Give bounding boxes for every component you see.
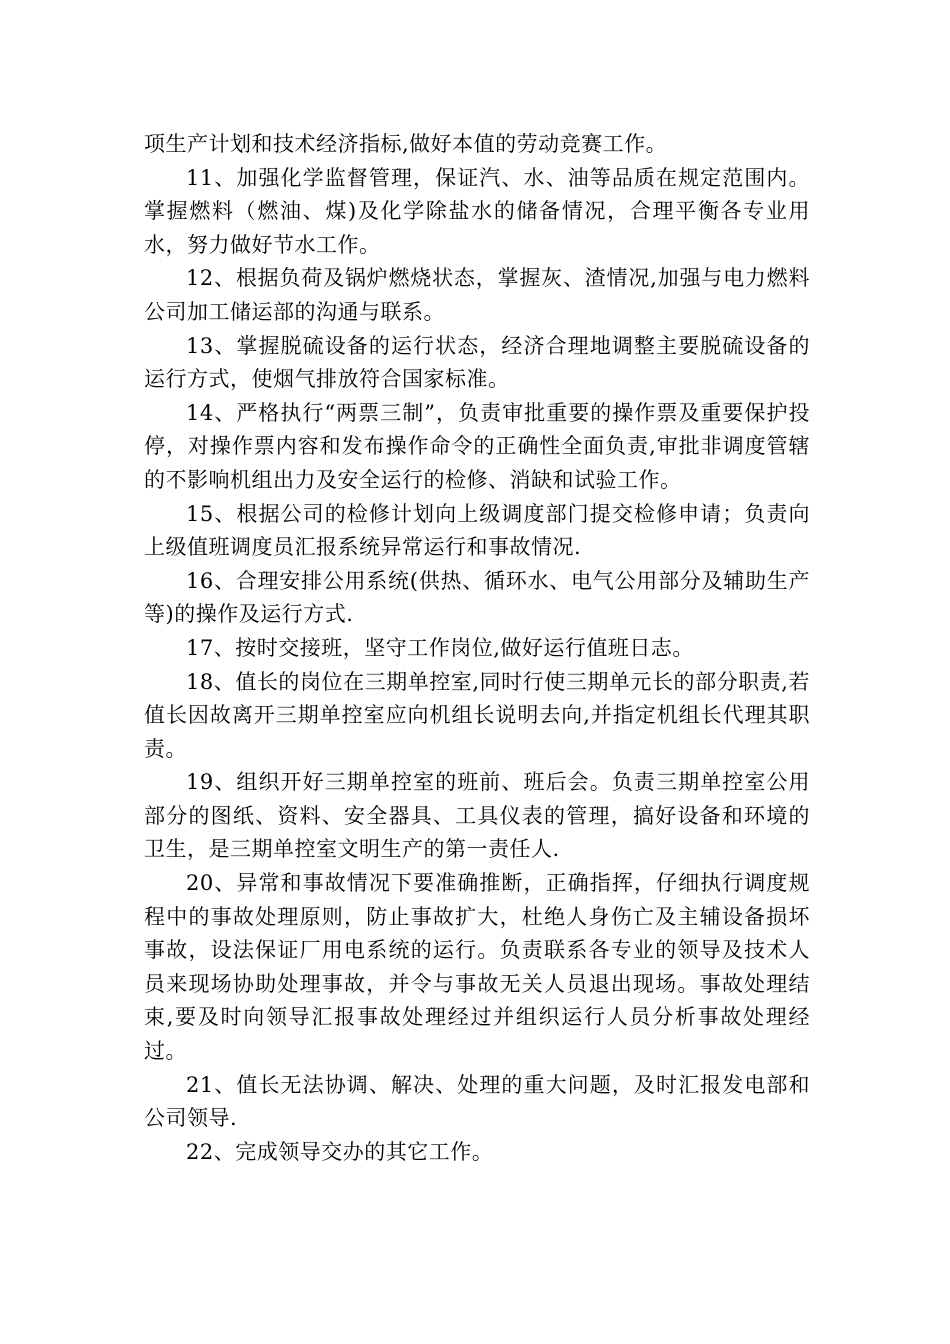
- paragraph-item-19: 19、组织开好三期单控室的班前、班后会。负责三期单控室公用部分的图纸、资料、安全器具、工具仪表的管理，搞好设备和环境的卫生，是三期单控室文明生产的第一责任人.: [144, 770, 810, 862]
- paragraph-item-15: 15、根据公司的检修计划向上级调度部门提交检修申请；负责向上级值班调度员汇报系统异常运行和事故情况.: [144, 501, 810, 560]
- paragraph-item-18: 18、值长的岗位在三期单控室,同时行使三期单元长的部分职责,若值长因故离开三期单控室应向机组长说明去向,并指定机组长代理其职责。: [144, 669, 810, 761]
- document-page: [144, 128, 810, 1169]
- paragraph-item-16: 16、合理安排公用系统(供热、循环水、电气公用部分及辅助生产等)的操作及运行方式.: [144, 568, 810, 627]
- paragraph-item-20: 20、异常和事故情况下要准确推断，正确指挥，仔细执行调度规程中的事故处理原则，防止事故扩大，杜绝人身伤亡及主辅设备损坏事故，设法保证厂用电系统的运行。负责联系各专业的领导及技术人员来现场协助处理事故，并令与事故无关人员退出现场。事故处理结束,要及时向领导汇报事故处理经过并组织运行人员分析事故处理经过。: [144, 871, 810, 1064]
- paragraph-continuation: 项生产计划和技术经济指标,做好本值的劳动竞赛工作。: [144, 132, 668, 156]
- paragraph-item-12: 12、根据负荷及锅炉燃烧状态，掌握灰、渣情况,加强与电力燃料公司加工储运部的沟通与联系。: [144, 266, 810, 324]
- paragraph-item-21: 21、值长无法协调、解决、处理的重大问题，及时汇报发电部和公司领导.: [144, 1072, 810, 1131]
- paragraph-item-13: 13、掌握脱硫设备的运行状态，经济合理地调整主要脱硫设备的运行方式，使烟气排放符合国家标准。: [144, 333, 810, 392]
- paragraph-item-17: 17、按时交接班，坚守工作岗位,做好运行值班日志。: [186, 635, 694, 660]
- paragraph-item-14: 14、严格执行“两票三制”，负责审批重要的操作票及重要保护投停，对操作票内容和发布操作命令的正确性全面负责,审批非调度管辖的不影响机组出力及安全运行的检修、消缺和试验工作。: [144, 400, 810, 492]
- paragraph-item-11: 11、加强化学监督管理，保证汽、水、油等品质在规定范围内。掌握燃料（燃油、煤)及化学除盐水的储备情况，合理平衡各专业用水，努力做好节水工作。: [144, 165, 810, 257]
- paragraph-item-22: 22、完成领导交办的其它工作。: [186, 1139, 494, 1164]
